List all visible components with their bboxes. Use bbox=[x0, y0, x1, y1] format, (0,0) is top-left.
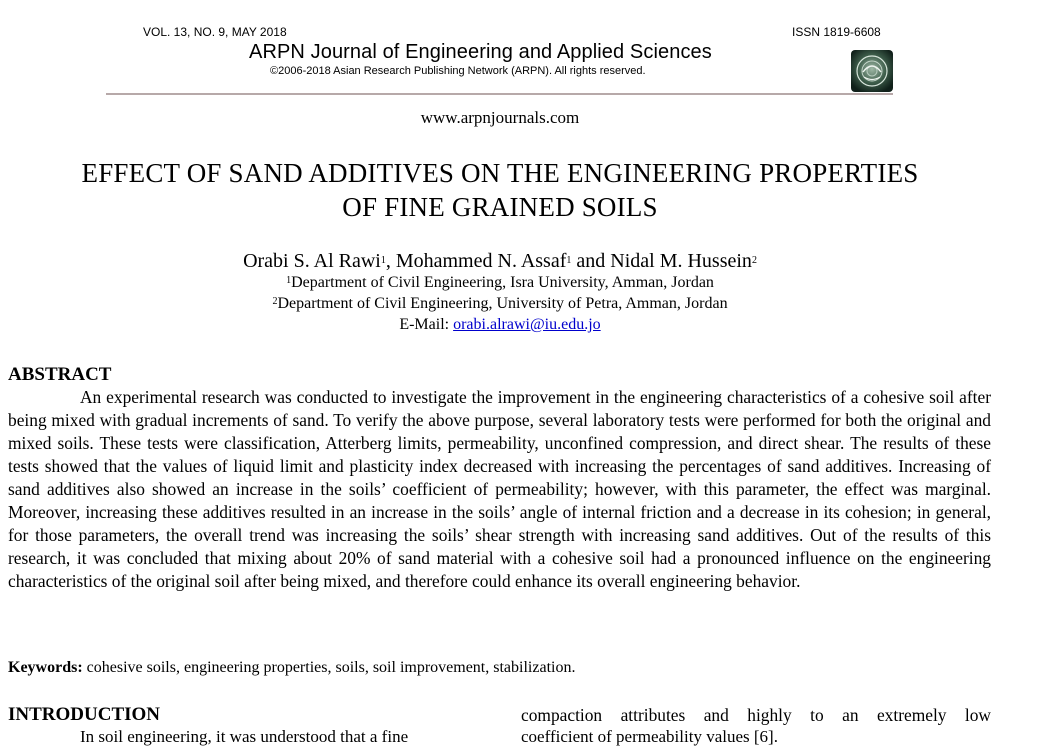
copyright-notice: ©2006-2018 Asian Research Publishing Network (ARPN). All rights reserved. bbox=[270, 65, 646, 77]
arpn-logo-icon bbox=[851, 50, 893, 92]
author-3-affiliation-mark: 2 bbox=[751, 255, 757, 266]
left-column-partial-line: In soil engineering, it was understood that a fine bbox=[80, 727, 409, 746]
paper-title bbox=[0, 156, 1000, 224]
author-2-affiliation-mark: 1 bbox=[566, 255, 572, 266]
header-divider bbox=[106, 93, 893, 95]
right-column-partial-line: coefficient of permeability values [6]. bbox=[521, 727, 778, 746]
author-1: Orabi S. Al Rawi bbox=[243, 250, 381, 272]
affiliation-2-mark: 2 bbox=[272, 296, 278, 307]
title-line-1: EFFECT OF SAND ADDITIVES ON THE ENGINEERING PROPERTIES bbox=[81, 158, 919, 188]
title-line-2: OF FINE GRAINED SOILS bbox=[342, 192, 658, 222]
abstract-body: An experimental research was conducted to investigate the improvement in the engineering characteristics of a cohesive soil after being mixed with gradual increments of sand. To verify the above purpose, several laboratory tests were performed for both the original and mixed soils. These tests were classification, Atterberg limits, permeability, unconfined compression, and direct shear. The results of these tests showed that the values of liquid limit and plasticity index decreased with increasing the percentages of sand additives. Increasing of sand additives also showed an increase in the soils’ coefficient of permeability; however, with this parameter, the effect was marginal. Moreover, increasing these additives resulted in an increase in the soils’ angle of internal friction and a decrease in its cohesion; in general, for those parameters, the overall trend was increasing the soils’ shear strength with increasing sand additives. Out of the results of this research, it was concluded that mixing about 20% of sand material with a cohesive soil had a pronounced influence on the engineering characteristics of the original soil after being mixed, and therefore could enhance its overall engineering behavior. bbox=[8, 387, 991, 591]
abstract-heading: ABSTRACT bbox=[8, 364, 112, 385]
website-link[interactable]: www.arpnjournals.com bbox=[420, 108, 580, 127]
volume-info: VOL. 13, NO. 9, MAY 2018 bbox=[143, 25, 287, 39]
affiliation-2-text: Department of Civil Engineering, University of Petra, Amman, Jordan bbox=[277, 295, 728, 312]
keywords-label: Keywords: bbox=[8, 659, 83, 676]
right-column-text: compaction attributes and highly to an extremely low bbox=[521, 705, 991, 725]
contact-email bbox=[0, 316, 1000, 334]
author-3: and Nidal M. Hussein bbox=[571, 250, 752, 272]
author-list bbox=[0, 250, 1000, 273]
issn: ISSN 1819-6608 bbox=[792, 25, 881, 39]
introduction-heading: INTRODUCTION bbox=[8, 704, 161, 725]
journal-name: ARPN Journal of Engineering and Applied Sciences bbox=[249, 41, 712, 63]
author-1-affiliation-mark: 1 bbox=[380, 255, 386, 266]
keywords bbox=[8, 659, 575, 677]
email-link[interactable]: orabi.alrawi@iu.edu.jo bbox=[453, 316, 601, 333]
affiliation-1-text: Department of Civil Engineering, Isra University, Amman, Jordan bbox=[291, 274, 714, 291]
keywords-text: cohesive soils, engineering properties, soils, soil improvement, stabilization. bbox=[82, 659, 576, 676]
author-2: , Mohammed N. Assaf bbox=[385, 250, 567, 272]
affiliation-2 bbox=[0, 295, 1000, 313]
affiliation-1 bbox=[0, 274, 1000, 292]
affiliation-1-mark: 1 bbox=[286, 275, 292, 286]
email-label: E-Mail: bbox=[399, 316, 454, 333]
